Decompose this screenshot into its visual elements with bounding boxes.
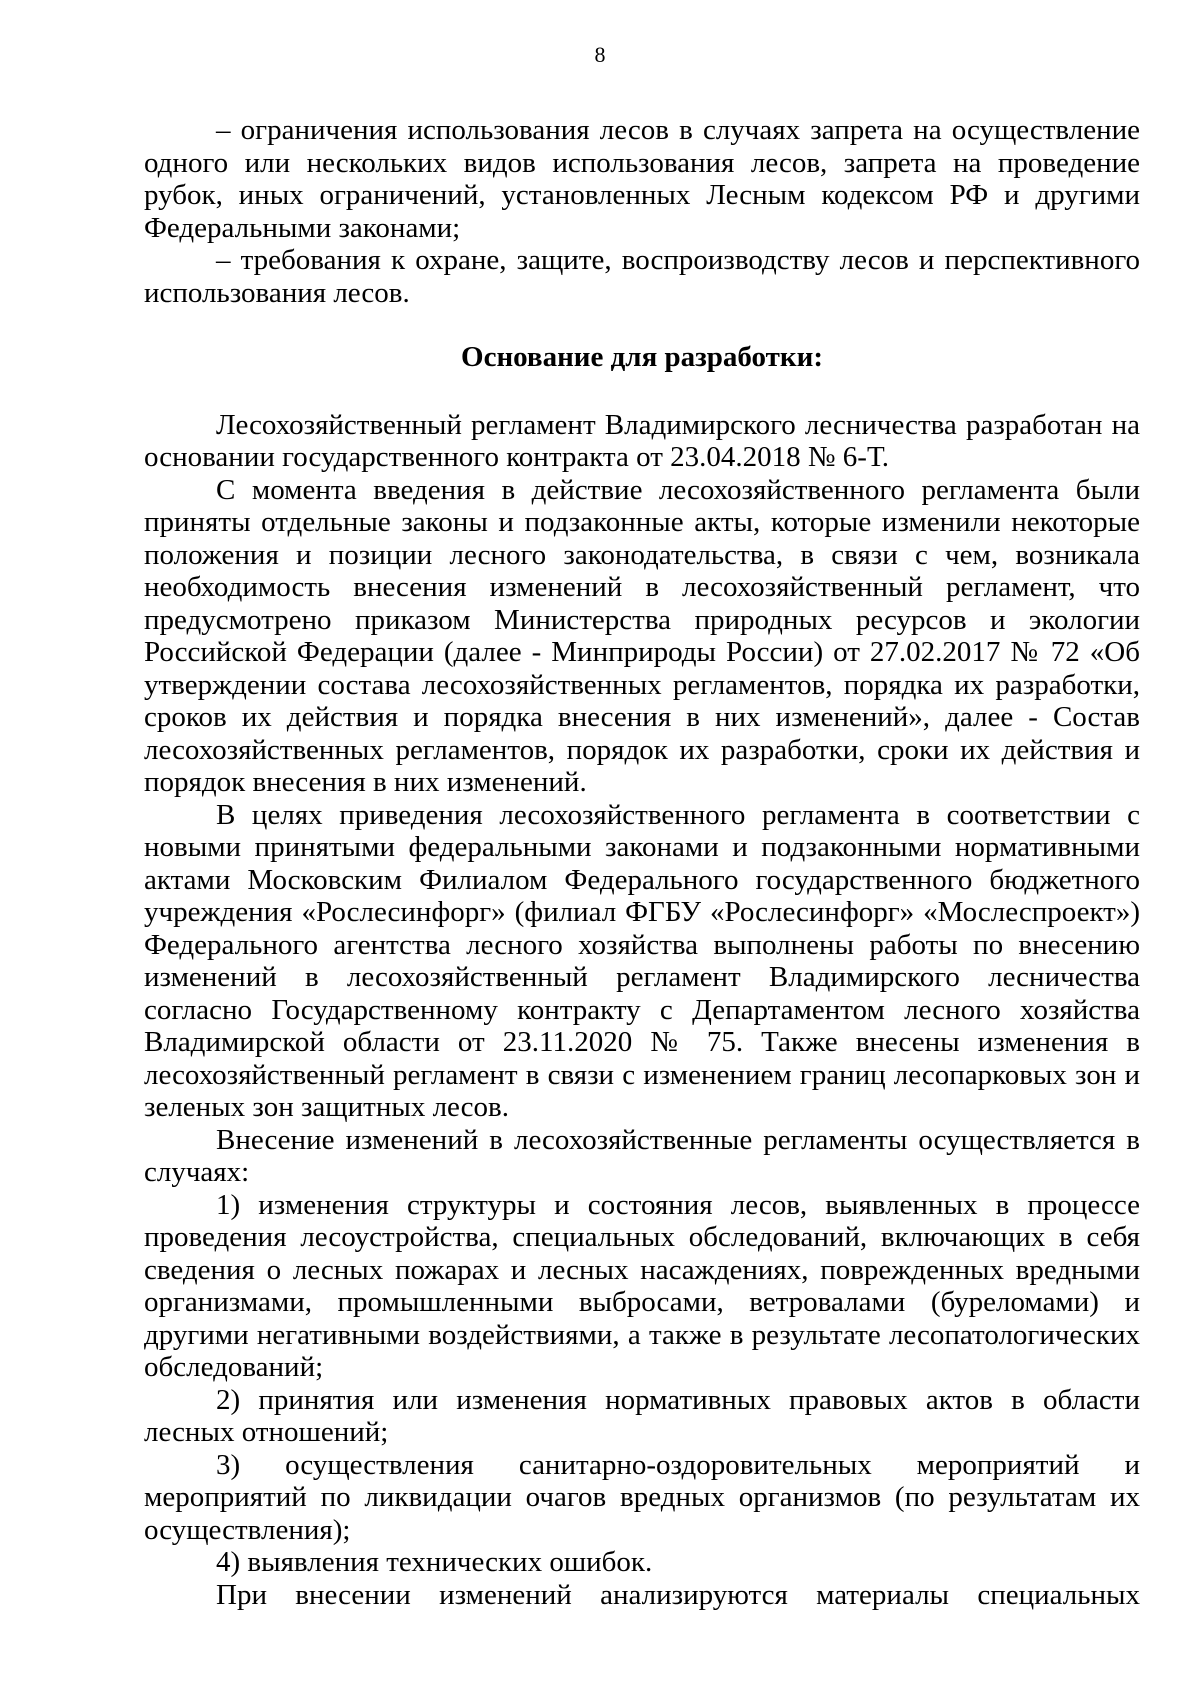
paragraph-legislation-changes: С момента введения в действие лесохозяйственного регламента были приняты отдельные законы и подзаконные акты, которые изменили некоторые положения и позиции лесного законодательства, в связи с чем, возникала необходимость внесения изменений в лесохозяйственный регламент, что предусмотрено приказом Министерства природных ресурсов и экологии Российской Федерации (далее - Минприроды России) от 27.02.2017 № 72 «Об утверждении состава лесохозяйственных регламентов, порядка их разработки, сроков их действия и порядка внесения в них изменений», далее - Состав лесохозяйственных регламентов, порядок их разработки, сроки их действия и порядок внесения в них изменений. [144, 473, 1140, 798]
case-item-forest-structure: 1) изменения структуры и состояния лесов, выявленных в процессе проведения лесоустройства, специальных обследований, включающих в себя сведения о лесных пожарах и лесных насаждениях, поврежденных вредными организмами, промышленными выбросами, ветровалами (буреломами) и другими негативными воздействиями, а также в результате лесопатологических обследований; [144, 1188, 1140, 1383]
section-heading: Основание для разработки: [461, 341, 823, 373]
list-item-restrictions: – ограничения использования лесов в случаях запрета на осуществление одного или нескольких видов использования лесов, запрета на проведение рубок, иных ограничений, установленных Лесным кодексом РФ и другими Федеральными законами; [144, 114, 1140, 244]
paragraph-closing-fragment: При внесении изменений анализируются материалы специальных [216, 1578, 1140, 1611]
case-item-sanitary-measures: 3) осуществления санитарно-оздоровительных мероприятий и мероприятий по ликвидации очагов вредных организмов (по результатам их осуществления); [144, 1448, 1140, 1546]
paragraph-amendment-cases: Внесение изменений в лесохозяйственные регламенты осуществляется в случаях: [144, 1123, 1140, 1188]
paragraph-work-performed: В целях приведения лесохозяйственного регламента в соответствии с новыми принятыми федеральными законами и подзаконными нормативными актами Московским Филиалом Федерального государственного бюджетного учреждения «Рослесинфорг» (филиал ФГБУ «Рослесинфорг» «Мослеспроект») Федерального агентства лесного хозяйства выполнены работы по внесению изменений в лесохозяйственный регламент Владимирского лесничества согласно Государственному контракту с Департаментом лесного хозяйства Владимирской области от 23.11.2020 № 75. Также внесены изменения в лесохозяйственный регламент в связи с изменением границ лесопарковых зон и зеленых зон защитных лесов. [144, 798, 1140, 1123]
case-item-legal-acts: 2) принятия или изменения нормативных правовых актов в области лесных отношений; [144, 1383, 1140, 1448]
page-number: 8 [594, 42, 606, 67]
paragraph-basis: Лесохозяйственный регламент Владимирского лесничества разработан на основании государственного контракта от 23.04.2018 № 6-Т. [144, 408, 1140, 473]
list-item-requirements: – требования к охране, защите, воспроизводству лесов и перспективного использования лесов. [144, 244, 1140, 309]
document-body [144, 114, 1140, 1611]
case-item-technical-errors: 4) выявления технических ошибок. [216, 1546, 653, 1578]
